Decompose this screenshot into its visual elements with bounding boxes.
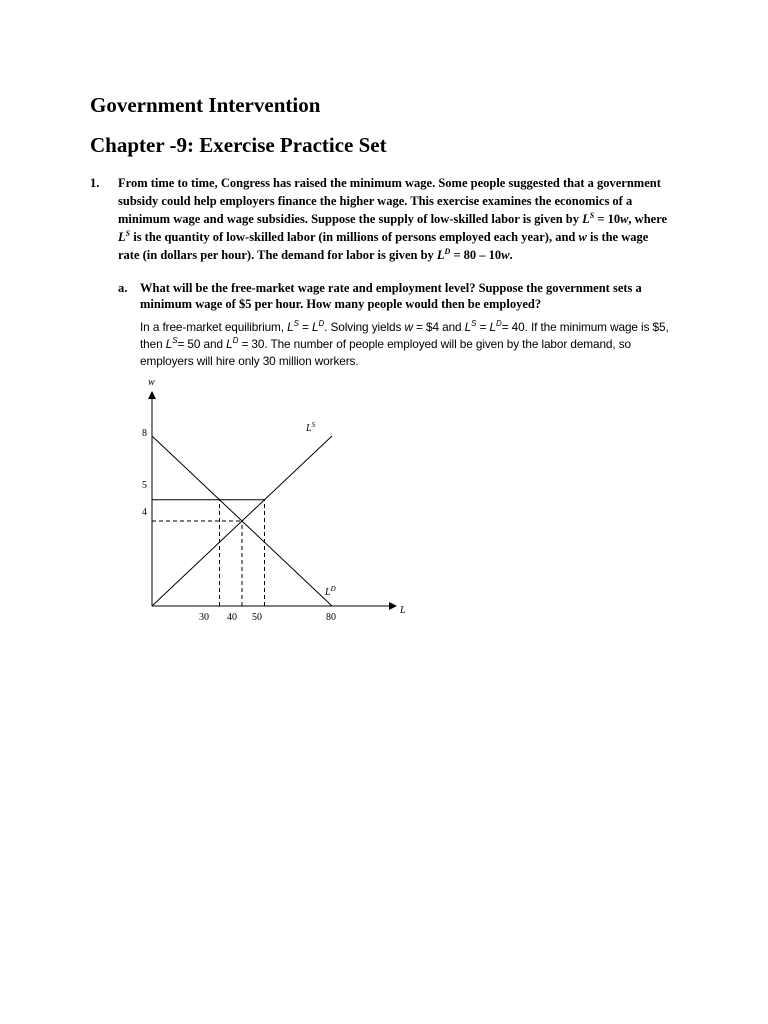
x-tick-label: 80: [326, 612, 336, 623]
page-title: Government Intervention: [90, 93, 321, 117]
y-axis-label: w: [148, 377, 155, 388]
part-a-question: What will be the free-market wage rate and employment level? Suppose the government sets a minimum wage of $5 per hour. How many people would then be employed?: [140, 281, 642, 311]
chapter-title: Chapter -9: Exercise Practice Set: [90, 133, 387, 157]
plot-lines: [152, 436, 332, 606]
labor-market-graph: [130, 370, 420, 630]
x-tick-label: 30: [199, 612, 209, 623]
question-number: 1.: [90, 176, 100, 190]
y-tick-label: 8: [142, 428, 147, 439]
y-ticks: [142, 428, 147, 518]
x-ticks: [199, 612, 336, 623]
x-axis-label: L: [400, 605, 406, 616]
demand-curve-label: $L^D$: [325, 585, 336, 598]
x-tick-label: 50: [252, 612, 262, 623]
part-a-answer: In a free-market equilibrium, $L^S = L^D$. Solving yields w = $4 and $L^S = L^D= 40$. If the minimum wage is $5, then $L^S= 50$ and $L^D = 30$. The number of people employed will be given by the labor demand, so employers will hire only 30 million workers.: [140, 319, 669, 368]
part-a-label: a.: [118, 281, 128, 295]
question-text: From time to time, Congress has raised the minimum wage. Some people suggested that a government subsidy could help employers finance the higher wage. This exercise examines the economics of a minimum wage and wage subsidies. Suppose the supply of low-skilled labor is given by $L^S = 10w$, where $L^S$ is the quantity of low-skilled labor (in millions of persons employed each year), and w is the wage rate (in dollars per hour). The demand for labor is given by $L^D = 80 - 10w$.: [118, 176, 668, 262]
supply-curve-label: $L^S$: [306, 421, 316, 434]
x-tick-label: 40: [227, 612, 237, 623]
y-tick-label: 5: [142, 480, 147, 491]
y-tick-label: 4: [142, 507, 147, 518]
